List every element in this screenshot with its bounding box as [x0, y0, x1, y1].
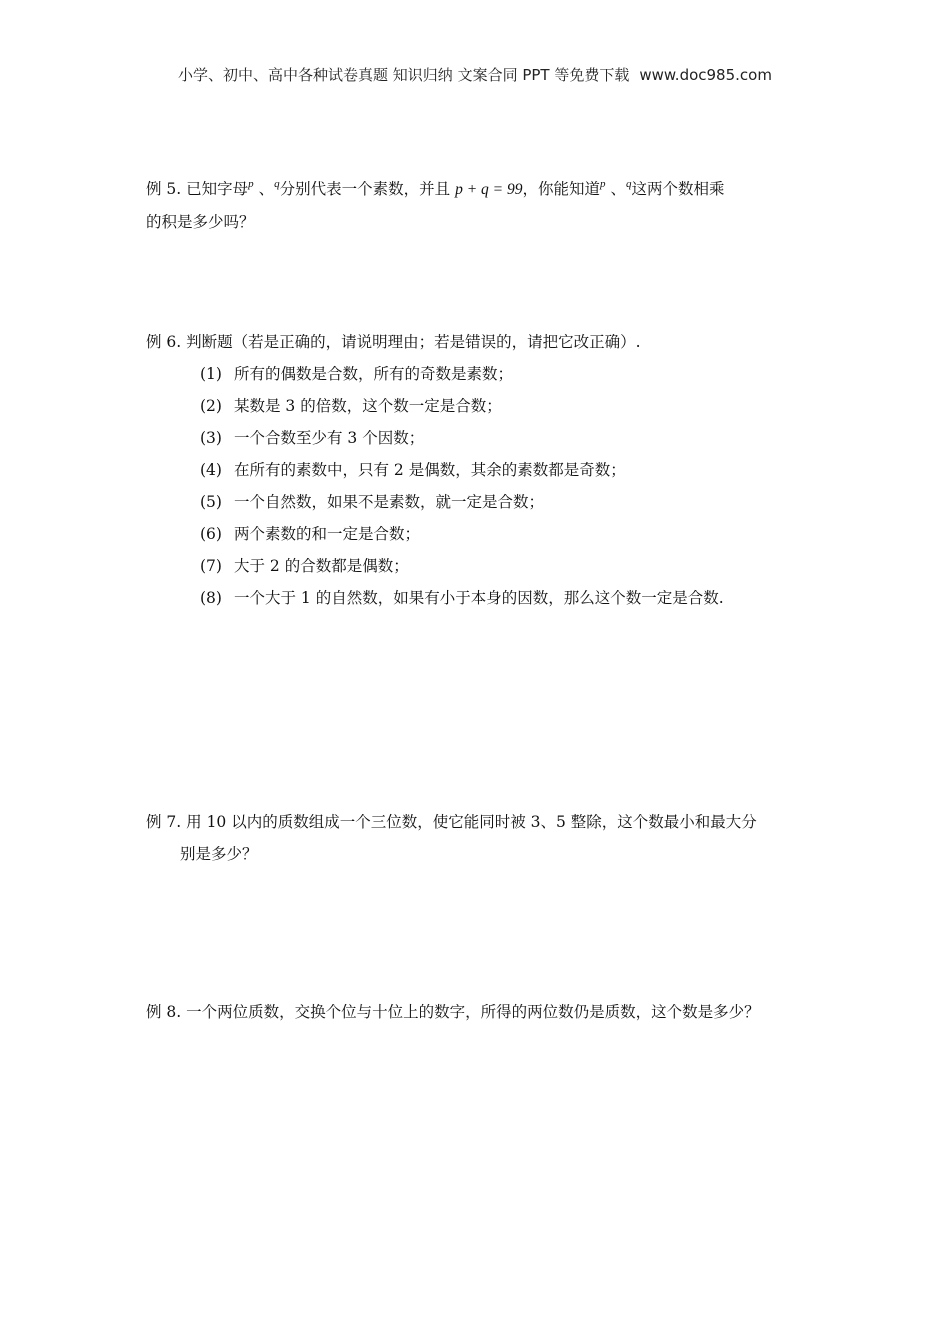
- example-5: [146, 168, 806, 238]
- var-q: q: [274, 178, 280, 190]
- list-item: (6) 两个素数的和一定是合数；: [200, 525, 421, 543]
- example-5-line-2: 的积是多少吗？: [146, 213, 255, 231]
- list-item: (8) 一个大于 1 的自然数，如果有小于本身的因数，那么这个数一定是合数.: [200, 589, 724, 607]
- example-6-title: 例 6. 判断题（若是正确的，请说明理由；若是错误的，请把它改正确）.: [146, 333, 641, 351]
- example-7: [146, 806, 806, 870]
- list-item: (2) 某数是 3 的倍数，这个数一定是合数；: [200, 397, 502, 415]
- example-6: [146, 326, 806, 614]
- var-q-2: q: [625, 178, 632, 190]
- var-p-2: p: [600, 178, 606, 190]
- var-p: p: [248, 178, 254, 190]
- header-url[interactable]: www.doc985.com: [639, 66, 772, 84]
- list-item: (1) 所有的偶数是合数，所有的奇数是素数；: [200, 365, 514, 383]
- example-7-line-1: 例 7. 用 10 以内的质数组成一个三位数，使它能同时被 3、5 整除，这个数最小和最大分: [146, 813, 757, 831]
- header-text: 小学、初中、高中各种试卷真题 知识归纳 文案合同 PPT 等免费下载: [178, 66, 630, 84]
- list-item: (4) 在所有的素数中，只有 2 是偶数，其余的素数都是奇数；: [200, 461, 626, 479]
- example-7-line-2: 别是多少？: [180, 845, 258, 863]
- example-5-line-1: 例 5. 已知字母$^p$ 、$^q$分别代表一个素数，并且 p + q = 99，你能知道$^p$ 、$^q$这两个数相乘: [146, 178, 725, 198]
- equation: p + q = 99: [455, 181, 523, 198]
- example-8: [146, 996, 806, 1028]
- page-header: [0, 64, 950, 85]
- list-item: (3) 一个合数至少有 3 个因数；: [200, 429, 425, 447]
- list-item: (5) 一个自然数，如果不是素数，就一定是合数；: [200, 493, 545, 511]
- example-8-line-1: 例 8. 一个两位质数，交换个位与十位上的数字，所得的两位数仍是质数，这个数是多少？: [146, 1003, 760, 1021]
- list-item: (7) 大于 2 的合数都是偶数；: [200, 557, 409, 575]
